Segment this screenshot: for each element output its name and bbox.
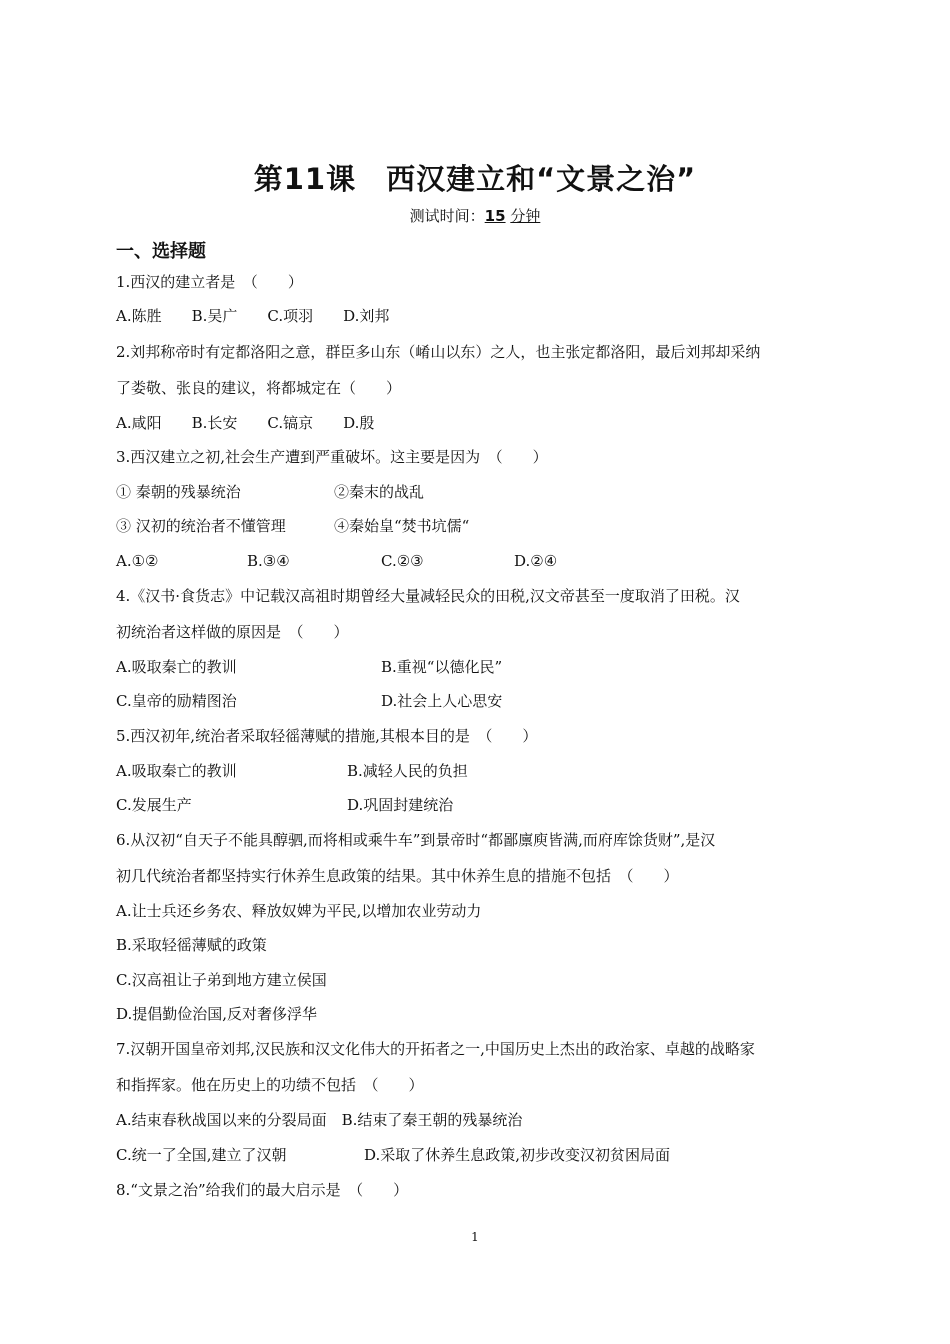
question-4-option-d: D.社会上人心思安 <box>381 692 503 710</box>
question-6-option-b: B.采取轻徭薄赋的政策 <box>116 936 267 954</box>
test-time <box>0 205 950 226</box>
section-title: 一、选择题 <box>116 241 206 262</box>
question-5-option-c: C.发展生产 <box>116 796 192 814</box>
question-1-options: A.陈胜 B.吴广 C.项羽 D.刘邦 <box>116 307 390 325</box>
question-5-stem: 5.西汉初年,统治者采取轻徭薄赋的措施,其根本目的是 （ ） <box>116 727 538 745</box>
question-2-stem-line2: 了娄敬、张良的建议，将都城定在（ ） <box>116 379 402 397</box>
page-title: 第11课 西汉建立和“文景之治” <box>253 162 697 196</box>
question-4-stem-line2: 初统治者这样做的原因是 （ ） <box>116 623 349 641</box>
question-3-option-a: A.①② <box>116 552 159 570</box>
question-6-stem-line1: 6.从汉初“自天子不能具醇驷,而将相或乘牛车”到景帝时“都鄙廪庾皆满,而府库馀货财”,是汉 <box>116 831 716 849</box>
question-6-stem-line2: 初几代统治者都坚持实行休养生息政策的结果。其中休养生息的措施不包括 （ ） <box>116 867 679 885</box>
question-6-option-a: A.让士兵还乡务农、释放奴婢为平民,以增加农业劳动力 <box>116 902 482 920</box>
test-time-value: 15 <box>484 207 506 225</box>
question-1-stem: 1.西汉的建立者是 （ ） <box>116 273 303 291</box>
question-3-item-1: ① 秦朝的残暴统治 <box>116 483 241 501</box>
question-3-item-4: ④秦始皇“焚书坑儒“ <box>334 517 470 535</box>
question-6-option-c: C.汉高祖让子弟到地方建立侯国 <box>116 971 327 989</box>
question-3-item-3: ③ 汉初的统治者不懂管理 <box>116 517 286 535</box>
question-3-item-2: ②秦末的战乱 <box>334 483 425 501</box>
page-number: 1 <box>471 1230 479 1244</box>
question-4-option-b: B.重视“以德化民” <box>381 658 503 676</box>
question-3-option-b: B.③④ <box>247 552 290 570</box>
question-7-stem-line1: 7.汉朝开国皇帝刘邦,汉民族和汉文化伟大的开拓者之一,中国历史上杰出的政治家、卓越的战略家 <box>116 1040 755 1058</box>
test-time-label: 测试时间： <box>409 207 485 225</box>
question-4-option-c: C.皇帝的励精图治 <box>116 692 237 710</box>
question-5-option-d: D.巩固封建统治 <box>347 796 454 814</box>
question-2-options: A.咸阳 B.长安 C.镐京 D.殷 <box>116 414 375 432</box>
question-3-stem: 3.西汉建立之初,社会生产遭到严重破坏。这主要是因为 （ ） <box>116 448 548 466</box>
question-7-stem-line2: 和指挥家。他在历史上的功绩不包括 （ ） <box>116 1076 424 1094</box>
question-7-option-d: D.采取了休养生息政策,初步改变汉初贫困局面 <box>364 1146 671 1164</box>
question-3-option-d: D.②④ <box>514 552 558 570</box>
question-7-option-c: C.统一了全国,建立了汉朝 <box>116 1146 287 1164</box>
question-3-option-c: C.②③ <box>381 552 424 570</box>
question-6-option-d: D.提倡勤俭治国,反对奢侈浮华 <box>116 1005 318 1023</box>
question-5-option-a: A.吸取秦亡的教训 <box>116 762 237 780</box>
question-7-options-ab: A.结束春秋战国以来的分裂局面 B.结束了秦王朝的残暴统治 <box>116 1111 523 1129</box>
question-2-stem-line1: 2.刘邦称帝时有定都洛阳之意，群臣多山东（崤山以东）之人，也主张定都洛阳，最后刘邦却采纳 <box>116 343 761 361</box>
question-5-option-b: B.减轻人民的负担 <box>347 762 468 780</box>
question-4-option-a: A.吸取秦亡的教训 <box>116 658 237 676</box>
test-time-unit: 分钟 <box>510 207 541 225</box>
question-4-stem-line1: 4.《汉书·食货志》中记载汉高祖时期曾经大量减轻民众的田税,汉文帝甚至一度取消了田税。汉 <box>116 587 740 605</box>
question-8-stem: 8.“文景之治”给我们的最大启示是 （ ） <box>116 1181 409 1199</box>
